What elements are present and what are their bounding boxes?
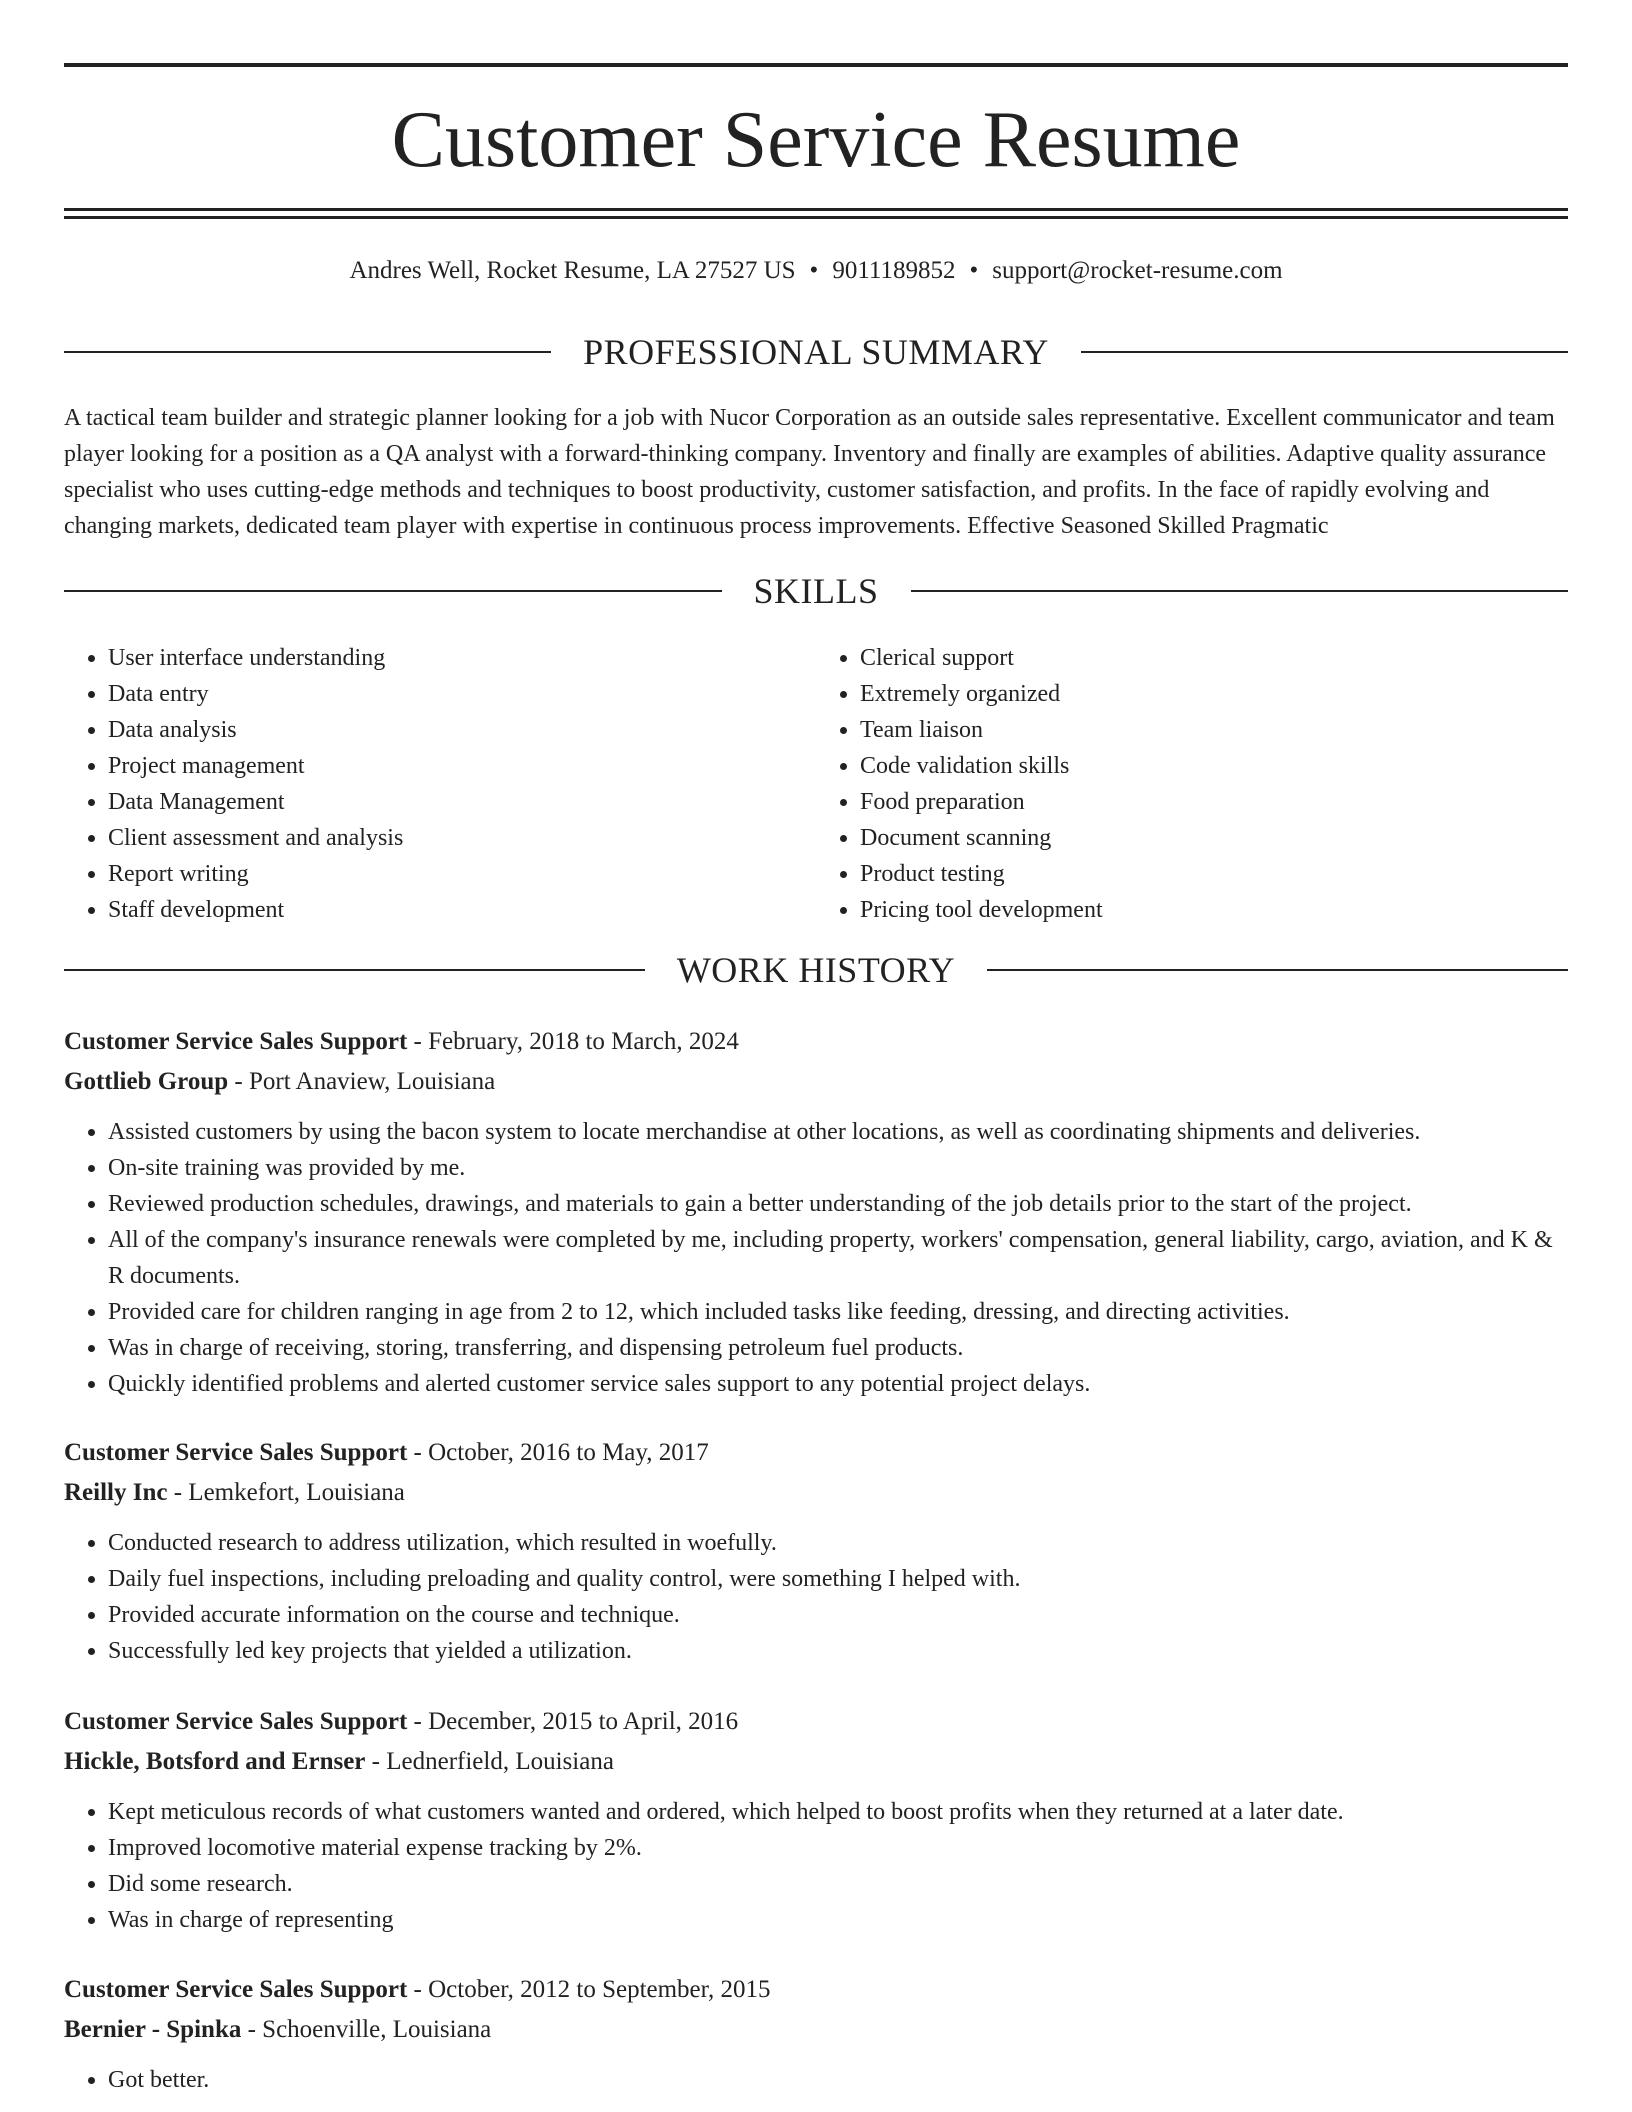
job-title-line — [64, 1433, 1568, 1473]
job-entry — [64, 1970, 1568, 2098]
job-bullet: • Got better. — [108, 2062, 1568, 2098]
contact-separator: • — [969, 257, 979, 284]
skills-column-right — [816, 640, 1568, 928]
job-bullets — [64, 2062, 1568, 2098]
document-title: Customer Service Resume — [391, 96, 1241, 184]
contact-phone: 9011189852 — [832, 257, 956, 284]
job-bullet: • Quickly identified problems and alerted customer service sales support to any potential project delays. — [108, 1366, 1568, 1402]
title-double-rule — [64, 208, 1568, 219]
job-location: - Schoenville, Louisiana — [241, 2016, 492, 2043]
job-company-line — [64, 2010, 1568, 2050]
skill-item: • Report writing — [108, 856, 816, 892]
skills-list — [64, 640, 1568, 928]
skill-item: • Document scanning — [860, 820, 1568, 856]
skills-column-left — [64, 640, 816, 928]
contact-separator: • — [809, 257, 819, 284]
divider-line — [64, 351, 551, 353]
job-company-line — [64, 1473, 1568, 1513]
job-title: Customer Service Sales Support — [64, 1976, 408, 2003]
job-title-line — [64, 1022, 1568, 1062]
skill-item: • Data entry — [108, 676, 816, 712]
job-entry — [64, 1702, 1568, 1938]
section-title: WORK HISTORY — [676, 950, 956, 990]
skill-item: • Data analysis — [108, 712, 816, 748]
job-bullets — [64, 1114, 1568, 1402]
job-company-line — [64, 1062, 1568, 1102]
job-bullet: • Daily fuel inspections, including preloading and quality control, were something I helped with. — [108, 1561, 1568, 1597]
job-entry — [64, 1433, 1568, 1669]
divider-line — [987, 969, 1568, 971]
job-title: Customer Service Sales Support — [64, 1439, 408, 1466]
job-bullet: • All of the company's insurance renewals were completed by me, including property, workers' compensation, general liability, cargo, aviation, and K & R documents. — [108, 1222, 1568, 1294]
skill-item: • User interface understanding — [108, 640, 816, 676]
job-dates: - October, 2012 to September, 2015 — [407, 1976, 771, 2003]
job-company-line — [64, 1742, 1568, 1782]
job-company: Hickle, Botsford and Ernser — [64, 1748, 366, 1775]
job-location: - Lednerfield, Louisiana — [365, 1748, 614, 1775]
skill-item: • Team liaison — [860, 712, 1568, 748]
job-company: Reilly Inc — [64, 1479, 168, 1506]
job-location: - Lemkefort, Louisiana — [167, 1479, 405, 1506]
job-bullet: • Kept meticulous records of what customers wanted and ordered, which helped to boost profits when they returned at a later date. — [108, 1794, 1568, 1830]
job-dates: - October, 2016 to May, 2017 — [407, 1439, 709, 1466]
job-company: Gottlieb Group — [64, 1068, 229, 1095]
summary-text: A tactical team builder and strategic planner looking for a job with Nucor Corporation as an outside sales representative. Excellent communicator and team player looking for a position as a QA analyst with a forward-thinking company. Inventory and finally are examples of abilities. Adaptive quality assurance specialist who uses cutting-edge methods and techniques to boost productivity, customer satisfaction, and profits. In the face of rapidly evolving and changing markets, dedicated team player with expertise in continuous process improvements. Effective Seasoned Skilled Pragmatic — [64, 405, 1555, 539]
section-title: SKILLS — [753, 571, 879, 611]
job-bullet: • Was in charge of receiving, storing, transferring, and dispensing petroleum fuel products. — [108, 1330, 1568, 1366]
section-heading-work-history — [64, 948, 1568, 992]
skill-item: • Product testing — [860, 856, 1568, 892]
job-dates: - February, 2018 to March, 2024 — [407, 1028, 739, 1055]
skill-item: • Code validation skills — [860, 748, 1568, 784]
job-bullets — [64, 1525, 1568, 1669]
skill-item: • Staff development — [108, 892, 816, 928]
job-bullet: • Improved locomotive material expense tracking by 2%. — [108, 1830, 1568, 1866]
job-location: - Port Anaview, Louisiana — [228, 1068, 496, 1095]
section-heading-summary — [64, 330, 1568, 374]
job-bullets — [64, 1794, 1568, 1938]
skill-item: • Food preparation — [860, 784, 1568, 820]
section-heading-skills — [64, 569, 1568, 613]
job-bullet: • Conducted research to address utilization, which resulted in woefully. — [108, 1525, 1568, 1561]
contact-line — [64, 254, 1568, 288]
job-dates: - December, 2015 to April, 2016 — [407, 1708, 739, 1735]
job-bullet: • Reviewed production schedules, drawings, and materials to gain a better understanding of the job details prior to the start of the project. — [108, 1186, 1568, 1222]
job-bullet: • Provided accurate information on the course and technique. — [108, 1597, 1568, 1633]
job-title: Customer Service Sales Support — [64, 1708, 408, 1735]
job-bullet: • Was in charge of representing — [108, 1902, 1568, 1938]
section-title: PROFESSIONAL SUMMARY — [583, 332, 1049, 372]
skill-item: • Client assessment and analysis — [108, 820, 816, 856]
skill-item: • Project management — [108, 748, 816, 784]
job-title-line — [64, 1970, 1568, 2010]
divider-line — [1081, 351, 1568, 353]
job-bullet: • Successfully led key projects that yielded a utilization. — [108, 1633, 1568, 1669]
contact-address: Andres Well, Rocket Resume, LA 27527 US — [349, 257, 796, 284]
skill-item: • Pricing tool development — [860, 892, 1568, 928]
job-company: Bernier - Spinka — [64, 2016, 242, 2043]
skill-item: • Clerical support — [860, 640, 1568, 676]
contact-email: support@rocket-resume.com — [992, 257, 1283, 284]
skill-item: • Extremely organized — [860, 676, 1568, 712]
skill-item: • Data Management — [108, 784, 816, 820]
divider-line — [911, 590, 1569, 592]
divider-line — [64, 590, 722, 592]
top-rule — [64, 63, 1568, 67]
job-bullet: • Assisted customers by using the bacon system to locate merchandise at other locations, as well as coordinating shipments and deliveries. — [108, 1114, 1568, 1150]
job-entry — [64, 1022, 1568, 1402]
job-bullet: • On-site training was provided by me. — [108, 1150, 1568, 1186]
job-bullet: • Did some research. — [108, 1866, 1568, 1902]
job-bullet: • Provided care for children ranging in age from 2 to 12, which included tasks like feeding, dressing, and directing activities. — [108, 1294, 1568, 1330]
divider-line — [64, 969, 645, 971]
job-title: Customer Service Sales Support — [64, 1028, 408, 1055]
job-title-line — [64, 1702, 1568, 1742]
